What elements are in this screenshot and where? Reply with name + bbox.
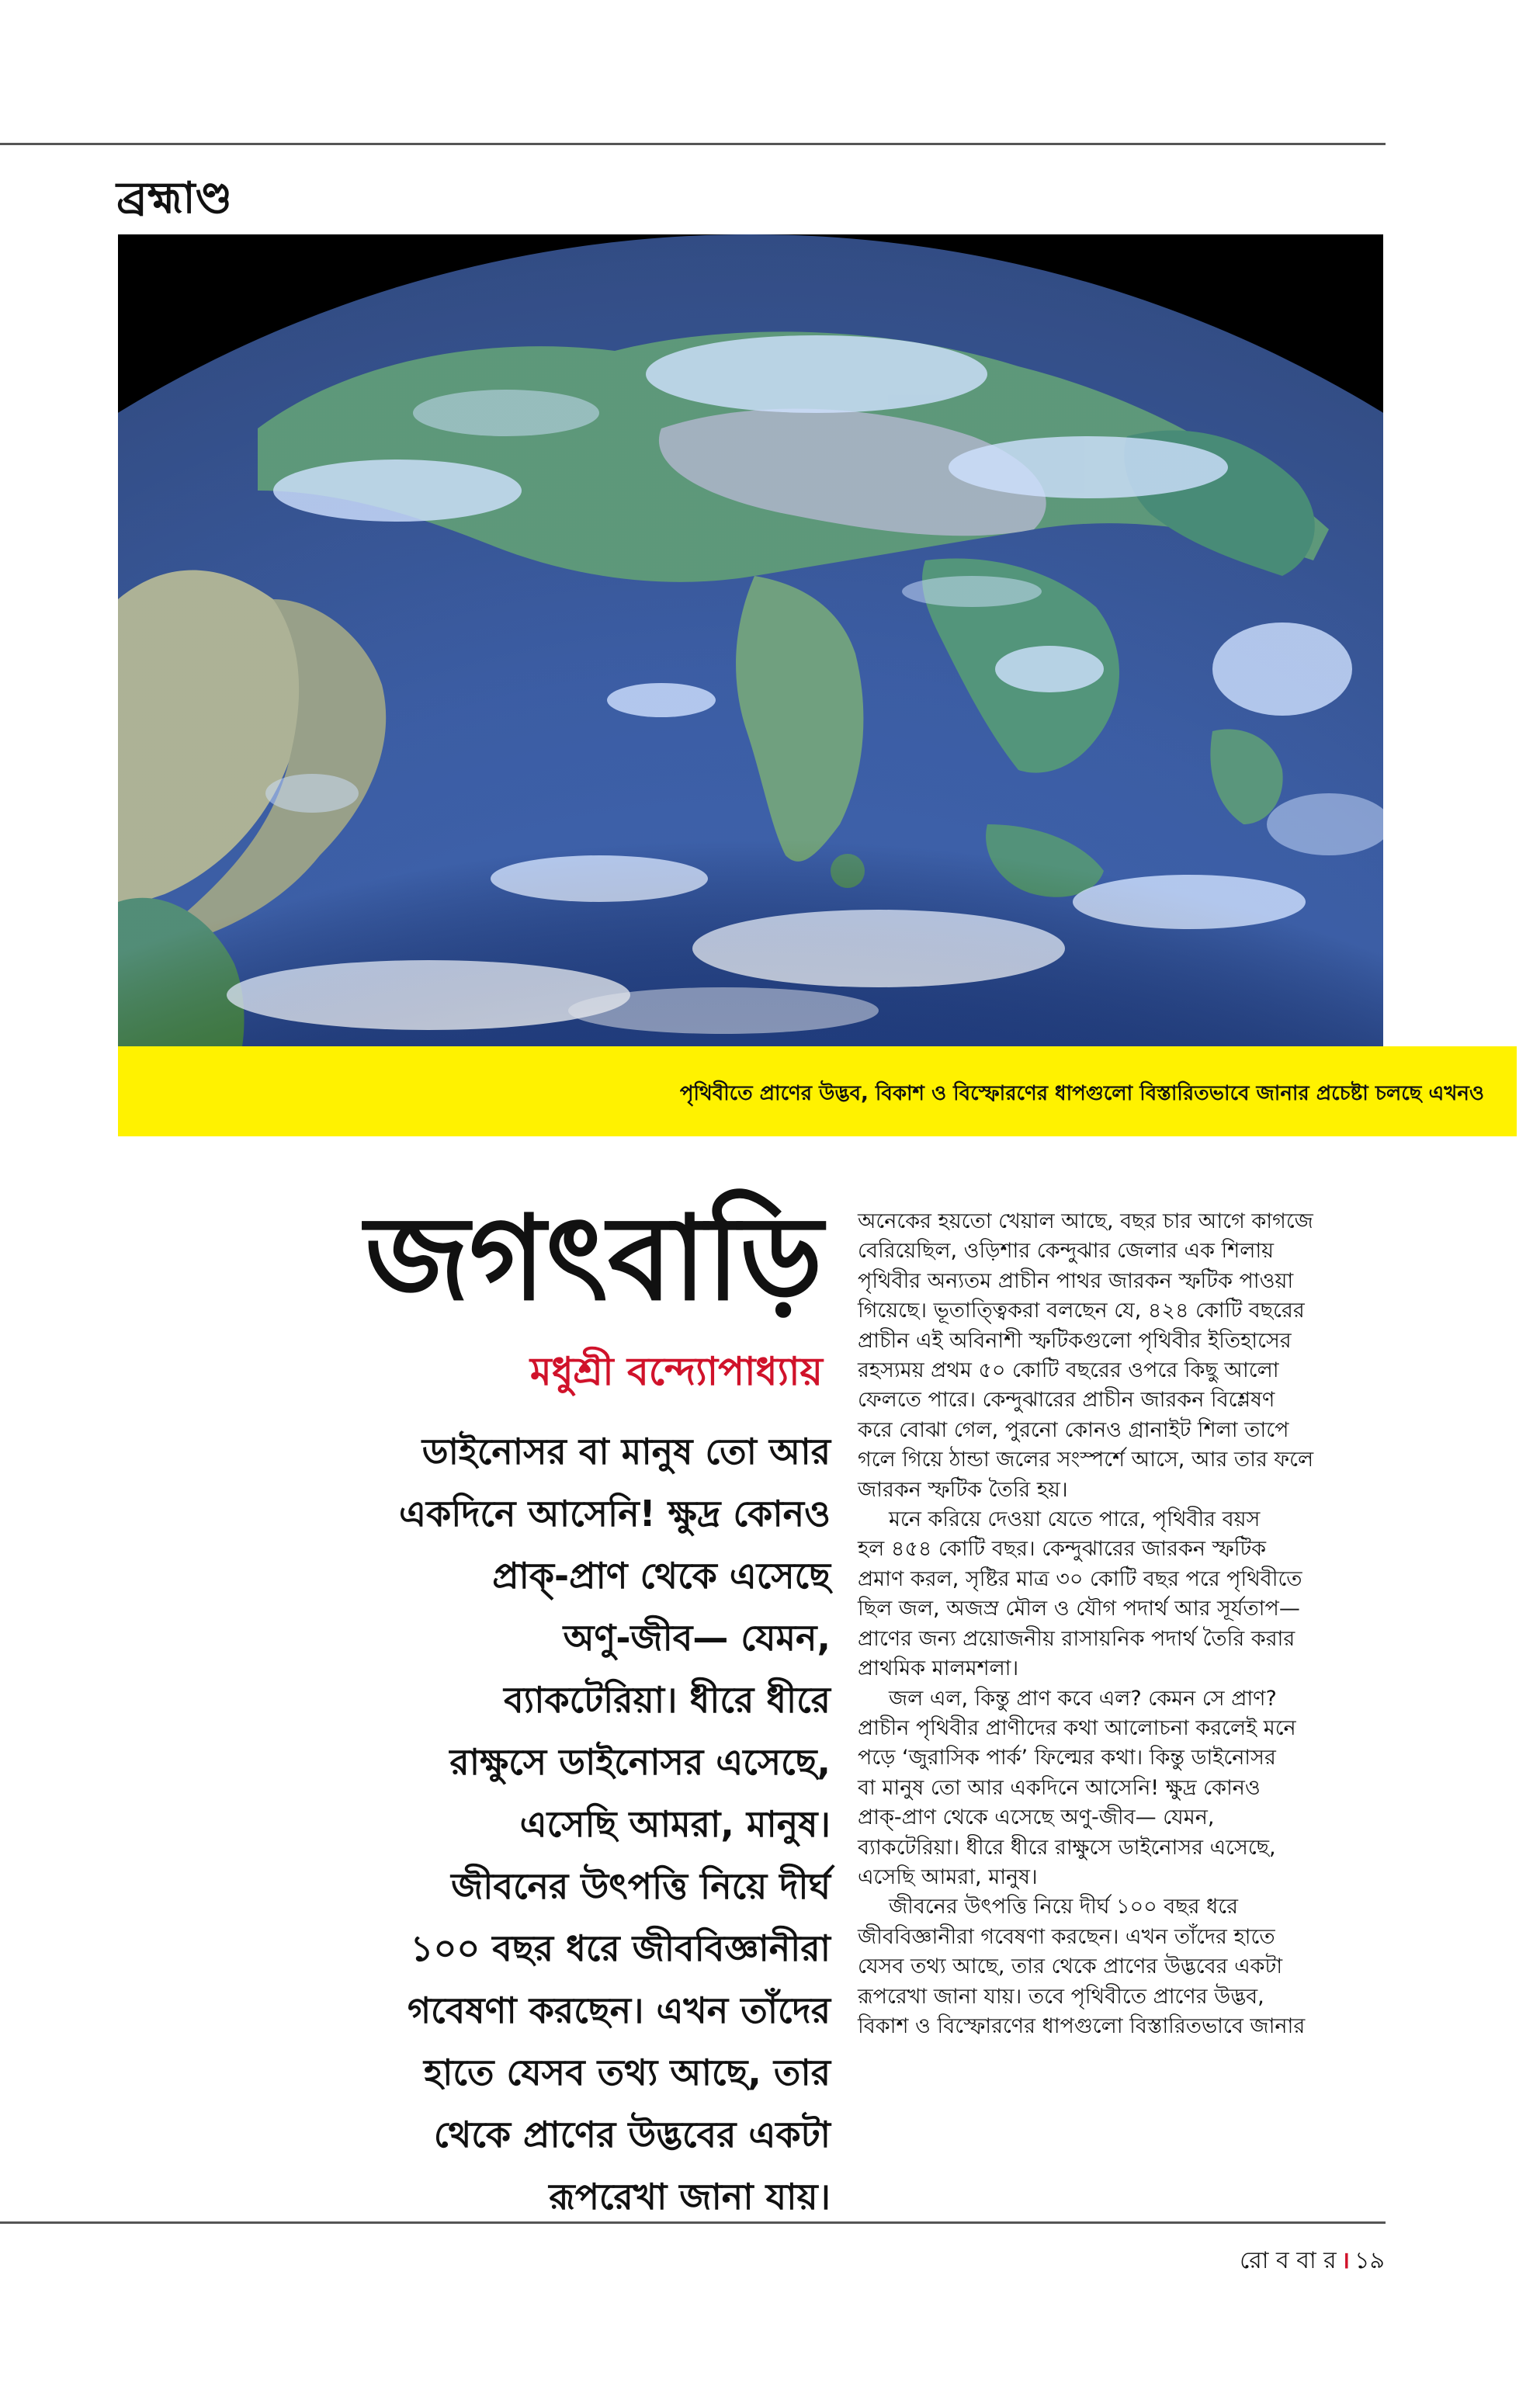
article-intro	[287, 1420, 831, 2228]
intro-line: অণু-জীব— যেমন,	[563, 1617, 831, 1659]
body-line: জারকন স্ফটিক তৈরি হয়।	[858, 1477, 1068, 1502]
page-number: ১৯	[1354, 2247, 1385, 2274]
top-rule	[0, 143, 1386, 145]
body-line: এসেছি আমরা, মানুষ।	[858, 1864, 1038, 1889]
footer-separator: ।	[1341, 2247, 1351, 2274]
body-line: প্রাণের জন্য প্রয়োজনীয় রাসায়নিক পদার্থ তৈরি করার	[858, 1626, 1295, 1651]
body-line: প্রাচীন পৃথিবীর প্রাণীদের কথা আলোচনা করলেই মনে	[858, 1715, 1296, 1740]
intro-line: থেকে প্রাণের উদ্ভবের একটা	[433, 2114, 831, 2155]
body-line: পড়ে ‘জুরাসিক পার্ক’ ফিল্মের কথা। কিন্তু ডাইনোসর	[858, 1746, 1276, 1770]
body-line: প্রমাণ করল, সৃষ্টির মাত্র ৩০ কোটি বছর পরে পৃথিবীতে	[858, 1566, 1302, 1591]
body-line: গিয়েছে। ভূতাত্ত্বিকরা বলছেন যে, ৪২৪ কোটি বছরের	[858, 1299, 1305, 1323]
body-line: ফেলতে পারে। কেন্দুঝারের প্রাচীন জারকন বিশ্লেষণ	[858, 1388, 1275, 1413]
intro-line: রাক্ষুসে ডাইনোসর এসেছে,	[449, 1741, 831, 1783]
intro-line: একদিনে আসেনি! ক্ষুদ্র কোনও	[399, 1493, 831, 1535]
earth-from-space-image	[118, 234, 1383, 1046]
body-line: বিকাশ ও বিস্ফোরণের ধাপগুলো বিস্তারিতভাবে জানার	[858, 2013, 1306, 2038]
intro-line: ডাইনোসর বা মানুষ তো আর	[421, 1431, 831, 1472]
intro-line: ১০০ বছর ধরে জীববিজ্ঞানীরা	[410, 1927, 831, 1969]
body-line: প্রাথমিক মালমশলা।	[858, 1656, 1019, 1681]
bottom-rule	[0, 2221, 1386, 2224]
body-line: মনে করিয়ে দেওয়া যেতে পারে, পৃথিবীর বয়স	[889, 1507, 1261, 1532]
body-line: রূপরেখা জানা যায়। তবে পৃথিবীতে প্রাণের উদ্ভব,	[858, 1984, 1264, 2009]
section-label: ব্রহ্মাণ্ড	[116, 172, 233, 224]
page-footer	[1240, 2242, 1385, 2281]
intro-line: হাতে যেসব তথ্য আছে, তার	[423, 2051, 831, 2093]
body-line: ব্যাকটেরিয়া। ধীরে ধীরে রাক্ষুসে ডাইনোসর এসেছে,	[858, 1835, 1276, 1860]
body-line: প্রাক্-প্রাণ থেকে এসেছে অণু-জীব— যেমন,	[858, 1805, 1215, 1830]
intro-line: প্রাক্-প্রাণ থেকে এসেছে	[492, 1555, 831, 1597]
body-line: হল ৪৫৪ কোটি বছর। কেন্দুঝারের জারকন স্ফটিক	[858, 1537, 1267, 1562]
body-line: রহস্যময় প্রথম ৫০ কোটি বছরের ওপরে কিছু আলো	[858, 1358, 1279, 1383]
intro-line: রূপরেখা জানা যায়।	[549, 2176, 831, 2218]
magazine-name: রো ব বা র	[1240, 2247, 1337, 2274]
body-line: প্রাচীন এই অবিনাশী স্ফটিকগুলো পৃথিবীর ইতিহাসের	[858, 1328, 1292, 1353]
body-line: অনেকের হয়তো খেয়াল আছে, বছর চার আগে কাগজে	[858, 1209, 1313, 1233]
body-line: ছিল জল, অজস্র মৌল ও যৌগ পদার্থ আর সূর্যতাপ—	[858, 1597, 1300, 1621]
image-caption: পৃথিবীতে প্রাণের উদ্ভব, বিকাশ ও বিস্ফোরণের ধাপগুলো বিস্তারিতভাবে জানার প্রচেষ্টা চলছে এখনও	[679, 1082, 1484, 1105]
body-line: পৃথিবীর অন্যতম প্রাচীন পাথর জারকন স্ফটিক পাওয়া	[858, 1268, 1294, 1293]
intro-line: গবেষণা করছেন। এখন তাঁদের	[407, 1989, 831, 2031]
body-line: যেসব তথ্য আছে, তার থেকে প্রাণের উদ্ভবের একটা	[858, 1954, 1283, 1979]
article-byline: মধুশ্রী বন্দ্যোপাধ্যায়	[529, 1349, 823, 1394]
body-line: বা মানুষ তো আর একদিনে আসেনি! ক্ষুদ্র কোনও	[858, 1775, 1261, 1800]
article-body	[858, 1207, 1393, 2041]
body-line: জীবনের উৎপত্তি নিয়ে দীর্ঘ ১০০ বছর ধরে	[889, 1895, 1238, 1920]
body-line: করে বোঝা গেল, পুরনো কোনও গ্রানাইট শিলা তাপে	[858, 1417, 1289, 1442]
body-line: বেরিয়েছিল, ওড়িশার কেন্দুঝার জেলার এক শিলায়	[858, 1239, 1275, 1264]
caption-band	[118, 1046, 1517, 1136]
intro-line: ব্যাকটেরিয়া। ধীরে ধীরে	[504, 1679, 831, 1721]
body-line: জীববিজ্ঞানীরা গবেষণা করছেন। এখন তাঁদের হাতে	[858, 1924, 1275, 1949]
intro-line: জীবনের উৎপত্তি নিয়ে দীর্ঘ	[451, 1865, 831, 1907]
article-headline: জগৎবাড়ি	[365, 1191, 823, 1327]
body-line: গলে গিয়ে ঠান্ডা জলের সংস্পর্শে আসে, আর তার ফলে	[858, 1448, 1314, 1472]
body-line: জল এল, কিন্তু প্রাণ কবে এল? কেমন সে প্রাণ?	[889, 1686, 1277, 1711]
intro-line: এসেছি আমরা, মানুষ।	[519, 1803, 831, 1845]
earth-globe-icon	[118, 234, 1383, 1046]
